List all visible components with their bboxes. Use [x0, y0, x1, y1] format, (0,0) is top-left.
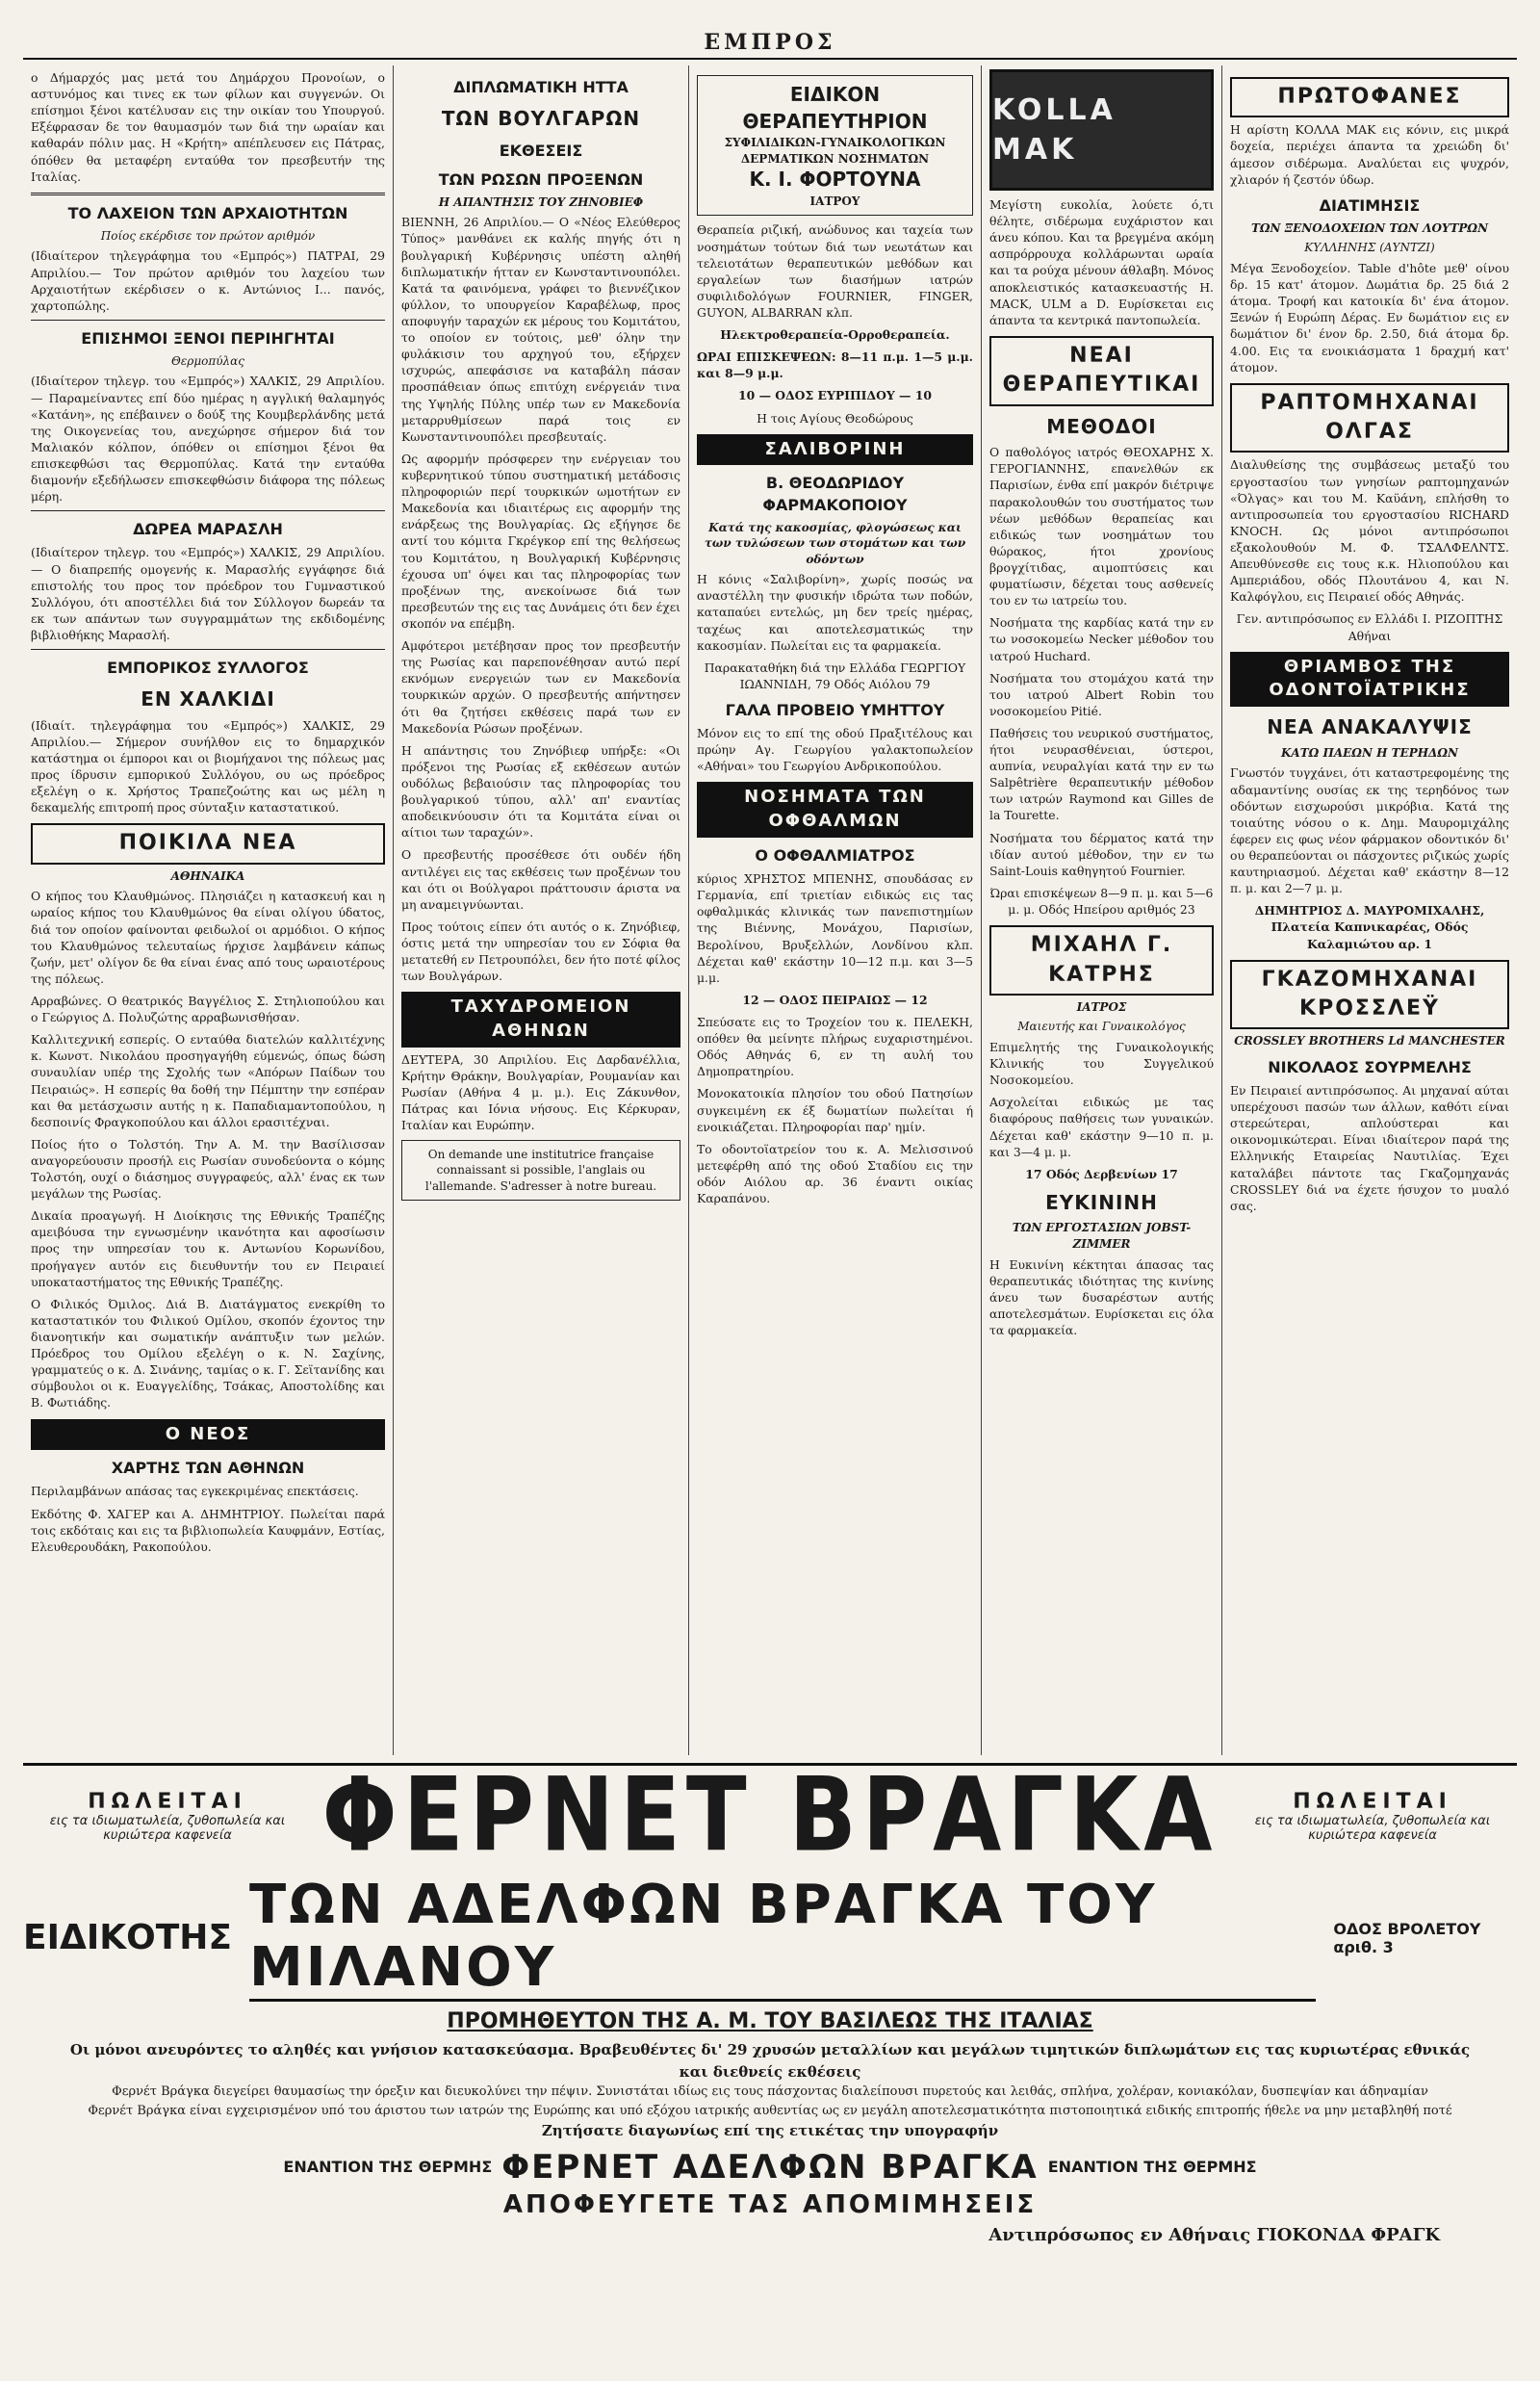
headline: Ο ΟΦΘΑΛΜΙΑΤΡΟΣ: [755, 846, 915, 866]
ad-name: Κ. Ι. ΦΟΡΤΟΥΝΑ: [749, 168, 921, 192]
headline: ΕΚΘΕΣΕΙΣ: [499, 141, 583, 160]
hours: ΩΡΑΙ ΕΠΙΣΚΕΨΕΩΝ: 8—11 π.μ. 1—5 μ.μ. και 8—9 μ.μ.: [697, 349, 973, 381]
sold-at-right: [1228, 1790, 1517, 1843]
section-title: ΝΟΣΗΜΑΤΑ ΤΩΝ ΟΦΘΑΛΜΩΝ: [697, 782, 973, 838]
subheadline: ΤΩΝ ΞΕΝΟΔΟΧΕΙΩΝ ΤΩΝ ΛΟΥΤΡΩΝ: [1250, 220, 1489, 235]
article-text: Παρακαταθήκη διά την Ελλάδα ΓΕΩΡΓΙΟΥ ΙΩΑΝΝΙΔΗ, 79 Οδός Αιόλου 79: [704, 660, 966, 691]
article-text: Μόνον εις το επί της οδού Πραξιτέλους και πρώην Αγ. Γεωργίου γαλακτοπωλείον «Αθήναι» του Γεωργίου Ανδρικοπούλου.: [697, 726, 973, 774]
divider: [31, 649, 385, 650]
address: ΔΗΜΗΤΡΙΟΣ Δ. ΜΑΥΡΟΜΙΧΑΛΗΣ, Πλατεία Καπνικαρέας, Οδός Καλαμιώτου αρ. 1: [1254, 903, 1485, 951]
subheadline: ΙΑΤΡΟΣ: [1076, 999, 1127, 1014]
section-title: ΜΙΧΑΗΛ Γ. ΚΑΤΡΗΣ: [989, 925, 1214, 996]
section-title: ΠΟΙΚΙΛΑ ΝΕΑ: [31, 823, 385, 864]
warning-brand: ΦΕΡΝΕΤ ΑΔΕΛΦΩΝ ΒΡΑΓΚΑ: [501, 2147, 1039, 2187]
sold-at-left: [23, 1790, 312, 1843]
ad-text: On demande une institutrice française connaissant si possible, l'anglais ou l'allemande. S'adresser à notre bureau.: [424, 1147, 657, 1193]
headline: ΝΙΚΟΛΑΟΣ ΣΟΥΡΜΕΛΗΣ: [1268, 1057, 1472, 1076]
section-title: ΘΡΙΑΜΒΟΣ ΤΗΣ ΟΔΟΝΤΟΪΑΤΡΙΚΗΣ: [1230, 652, 1509, 708]
brand-line: [23, 1874, 1517, 2002]
headline: ΤΟ ΛΑΧΕΙΟΝ ΤΩΝ ΑΡΧΑΙΟΤΗΤΩΝ: [67, 203, 348, 222]
brothers-name: ΤΩΝ ΑΔΕΛΦΩΝ ΒΡΑΓΚΑ ΤΟΥ ΜΙΛΑΝΟΥ: [249, 1874, 1316, 2002]
article-text: Νοσήματα του δέρματος κατά την ιδίαν αυτού μέθοδον, την εν τω Saint-Louis καθηγητού Fournier.: [989, 830, 1214, 878]
article-text: Αμφότεροι μετέβησαν προς τον πρεσβευτήν της Ρωσίας και παρεπονέθησαν αυτώ περί εκνόμων ενεργειών των εν Μακεδονία τουρκικών αρχών. Ο πρεσβευτής απήντησεν ότι θα ζητήσει εκθέσεις παρά των εν Μακεδονία Ρώσων προξένων.: [401, 638, 680, 736]
subheadline: ΤΩΝ ΕΡΓΟΣΤΑΣΙΩΝ JOBST-ZIMMER: [1012, 1221, 1192, 1251]
divider: [31, 510, 385, 511]
article-text: Η αρίστη ΚΟΛΛΑ ΜΑΚ εις κόνιν, εις μικρά δοχεία, περιέχει άπαντα τα χρειώδη δι' άμεσον σιδέρωμα. Αναλύεται εις ψυχρόν, χλιαρόν ή ζεστόν ύδωρ.: [1230, 122, 1509, 187]
column-1: [23, 65, 394, 1755]
article-text: Παθήσεις του νευρικού συστήματος, ήτοι νευρασθένειαι, ύστεροι, αυπνία, νευραλγίαι κατά την εν τω Salpêtrière θεραπευτικήν μέθοδον των ιατρών Raymond και Gilles de la Tourette.: [989, 725, 1214, 823]
ad-text: Φερνέτ Βράγκα διεγείρει θαυμασίως την όρεξιν και διευκολύνει την πέψιν. Συνιστάται ιδίως εις τους πάσχοντας διαλείπουσι πυρετούς και λειθάς, σπλήνα, χολέραν, κονιακόλαν, δυσπεψίαν και άδηναμίαν: [112, 2084, 1428, 2099]
article-text: Ως αφορμήν πρόσφερεν την ενέργειαν του κυβερνητικού τύπου συστηματική μετάδοσις πληροφοριών περί τουρκικών ωμοτήτων εν Μακεδονία και ιδιαιτέρως εις αφορμήν της ενάρξεως της Βουλγαρίας. Ως εξήγησε δε αντί του κόμιτα Γκρέγκορ επί της θελήσεως του Κομιτάτου, η Βουλγαρική Κυβέρνησις έχουσα υπ' όψει και τας πληροφορίας των προξένων της, ανεκοίνωσε διά των πρεσβευτών της εις τας Δυνάμεις ότι δεν έχει σκοπόν να επέμβη.: [401, 451, 680, 631]
article-text: Ποίος ήτο ο Τολστόη. Την Α. Μ. την Βασίλισσαν αναγορεύουσιν προσήλ εις Ρωσίαν συνοδεύοντα ο κόμης Τολστόη, ουχί ο διάσημος συγγραφεύς, αλλ' ένας εκ των μεγάλων της Ρωσίας.: [31, 1136, 385, 1202]
sold-heading: ΠΩΛΕΙΤΑΙ: [1293, 1789, 1452, 1814]
classified-ad: [401, 1140, 680, 1202]
kolla-mak-logo: KOLLA MAK: [989, 69, 1214, 191]
article-text: Ασχολείται ειδικώς με τας διαφόρους παθήσεις των γυναικών. Δέχεται καθ' εκάστην 9—10 π. μ. και 3—4 μ. μ.: [989, 1095, 1214, 1159]
article-text: Διαλυθείσης της συμβάσεως μεταξύ του εργοστασίου των γνησίων ραπτομηχανών «Όλγας» και του Μ. Καϋάνη, επλήσθη το αντιπροσωπεία του εργοστασίου RICHARD KNOCH. Ως μόνοι αντιπρόσωποι εξακολουθούν Μ. Φ. ΤΣΑΛΦΕΛΝΤΣ. Απευθύνεσθε εις τους κ.κ. Ηλιοπούλου και Αμπεριάδου, οδός Πλουτάνου 4, και Ν. Καλφόγλου, εις Πειραιεί οδός Αθηνάς.: [1230, 457, 1509, 605]
specialty-label: ΕΙΔΙΚΟΤΗΣ: [23, 1918, 233, 1957]
article-text: Ο Φιλικός Όμιλος. Διά Β. Διατάγματος ενεκρίθη το καταστατικόν του Φιλικού Ομίλου, σκοπόν έχοντος την διανοητικήν και σωματικήν ανάπτυξιν των μελών. Πρόεδρος του Ομίλου εξελέγη ο κ. Ν. Σαχίνης, γραμματεύς ο κ. Δ. Σινάνης, ταμίας ο κ. Γ. Σεϊτανίδης και σύμβουλοι οι κ. Ευαγγελίδης, Τσάκας, Αποστολίδης και Β. Φωτιάδης.: [31, 1296, 385, 1410]
sold-text: εις τα ιδιωματωλεία, ζυθοπωλεία και κυριώτερα καφενεία: [1254, 1813, 1491, 1843]
subheadline: Θερμοπύλας: [171, 353, 244, 368]
article-text: Εν Πειραιεί αντιπρόσωπος. Αι μηχαναί αύται υπερέχουσι πασών των άλλων, καθότι είναι στερεώτεραι, απλούστεραι και οικονομικώτεραι. Είναι ιδιαίτερον παρά της Ελληνικής Εταιρείας Ναυτιλίας. Έχει καταλάβει πάντοτε τας Γκαζομηχανάς CROSSLEY διά να έχετε ήσυχον το μυαλό σας.: [1230, 1083, 1509, 1213]
purveyor-line: ΠΡΟΜΗΘΕΥΤΟΝ ΤΗΣ Α. Μ. ΤΟΥ ΒΑΣΙΛΕΩΣ ΤΗΣ ΙΤΑΛΙΑΣ: [447, 2009, 1093, 2033]
headline: ΧΑΡΤΗΣ ΤΩΝ ΑΘΗΝΩΝ: [111, 1459, 305, 1478]
masthead: ΕΜΠΡΟΣ: [23, 27, 1517, 60]
section-title: ΣΑΛΙΒΟΡΙΝΗ: [697, 434, 973, 466]
ad-text: Ζητήσατε διαγωνίως επί της ετικέτας την υπογραφήν: [541, 2122, 999, 2139]
ad-text: Οι μόνοι ανευρόντες το αληθές και γνήσιον κατασκεύασμα. Βραβευθέντες δι' 29 χρυσών μεταλλίων και μεγάλων τιμητικών διπλωμάτων εις τας κυριωτέρας εθνικάς και διεθνείς εκθέσεις: [69, 2041, 1471, 2081]
article-text: Η απάντησις του Ζηνόβιεφ υπήρξε: «Οι πρόξενοι της Ρωσίας εξ εκθέσεων αυτών ουδόλως βεβαιούσιν τας πληροφορίας του βουλγαρικού τύπου, αλλ' απ' εναντίας αποδεικνύουσιν ότι τα Κομιτάτα είναι οι αίτιοι των ταραχών».: [401, 742, 680, 841]
article-text: ΔΕΥΤΕΡΑ, 30 Απριλίου. Εις Δαρδανέλλια, Κρήτην Θράκην, Βουλγαρίαν, Ρουμανίαν και Ρωσίαν (Αθήνα 4 μ. μ.). Εις Ζάκυνθον, Πάτρας και Ιόνια νήσους. Εις Κέρκυραν, Ιταλίαν και Ευρώπην.: [401, 1051, 680, 1133]
headline: ΔΙΠΛΩΜΑΤΙΚΗ ΗΤΤΑ: [453, 78, 629, 96]
article-text: Γνωστόν τυγχάνει, ότι καταστρεφομένης της αδαμαντίνης ουσίας εκ της τερηδόνος των οδόντων εισχωρούσι μικρόβια. Κατά της τοιαύτης νόσου ο κ. Δημ. Μαυρομιχάλης έφερεν εις φως νέον φάρμακον οδοντικόν δι' ου θεραπεύονται οι πάσχοντες ριζικώς χωρίς καυτηριασμού. Δέχεται καθ' εκάστην 8—12 π. μ. και 2—7 μ. μ.: [1230, 765, 1509, 896]
article-text: Νοσήματα της καρδίας κατά την εν τω νοσοκομείω Necker μέθοδον του ιατρού Huchard.: [989, 615, 1214, 663]
headline: ΔΙΑΤΙΜΗΣΙΣ: [1319, 195, 1421, 215]
article-text: Καλλιτεχνική εσπερίς. Ο ενταύθα διατελών καλλιτέχνης κ. Κωνστ. Νικολάου προσηγαγήθη εύμενώς, όπως δώση συναυλίαν υπέρ της Σχολής των «Απόρων Παίδων του Πειραιώς». Η εσπερίς θα δοθή την Πέμπτην την εσπέραν και θα μετάσχωσιν αυτής η κ. Παπαδιαμαντοπούλου, η δεσποινίς Φραγκοπούλου και άλλοι ερασιτέχναι.: [31, 1032, 385, 1129]
warning-right: ΕΝΑΝΤΙΟΝ ΤΗΣ ΘΕΡΜΗΣ: [1047, 2158, 1257, 2176]
section-title: ΤΑΧΥΔΡΟΜΕΙΟΝ ΑΘΗΝΩΝ: [401, 992, 680, 1048]
address: 12 — ΟΔΟΣ ΠΕΙΡΑΙΩΣ — 12: [742, 992, 928, 1007]
ad-title: ΕΙΔΙΚΟΝ: [789, 83, 881, 106]
subheadline: ΑΘΗΝΑΙΚΑ: [170, 868, 245, 883]
article-text: Μονοκατοικία πλησίον του οδού Πατησίων συγκειμένη εκ έξ δωματίων πωλείται ή ενοικιάζεται. Πληροφορίαι παρ' ημίν.: [697, 1086, 973, 1134]
ad-title: ΘΕΡΑΠΕΥΤΗΡΙΟΝ: [742, 109, 928, 133]
warning-left: ΕΝΑΝΤΙΟΝ ΤΗΣ ΘΕΡΜΗΣ: [283, 2158, 493, 2176]
fernet-title: ΦΕΡΝΕΤ ΒΡΑΓΚΑ: [321, 1755, 1219, 1875]
article-text: Θεραπεία ριζική, ανώδυνος και ταχεία των νοσημάτων τούτων διά των νεωτάτων και τελειοτάτων θεραπευτικών μεθόδων και εργαλείων των διασήμων ιατρών συφιλιδολόγων FOURNIER, FINGER, GUYON, ALBARRAN κλπ.: [697, 222, 973, 320]
subheadline: Κατά της κακοσμίας, φλογώσεως και των τυλώσεων των στομάτων και των οδόντων: [704, 520, 966, 566]
article-text: κύριος ΧΡΗΣΤΟΣ ΜΠΕΝΗΣ, σπουδάσας εν Γερμανία, επί τριετίαν ειδικώς εις τας οφθαλμικάς κλινικάς των πανεπιστημίων της Βιέννης, Μονάχου, Παρισίων, Βερολίνου, Βρυξελλών, Λονδίνου κλπ. Δέχεται καθ' εκάστην 10—12 π.μ. και 3—5 μ.μ.: [697, 871, 973, 985]
headline: ΤΩΝ ΡΩΣΩΝ ΠΡΟΞΕΝΩΝ: [438, 169, 644, 189]
article-text: (Ιδιαίτερον τηλεγρ. του «Εμπρός») ΧΑΛΚΙΣ, 29 Απριλίου.— Ο διαπρεπής ομογενής κ. Μαρασλής εγγάφησε διά επιστολής του προς τον πρόεδρον του Γυμναστικού Συλλόγου, ότι αποστέλλει διά τον Σύλλογον δωρεάν τα εκ των απάντων των συγγραμμάτων της εκδιδομένης βιβλιοθήκης Μαρασλή.: [31, 545, 385, 642]
headline: ΤΩΝ ΒΟΥΛΓΑΡΩΝ: [441, 107, 641, 131]
section-title: ΡΑΠΤΟΜΗΧΑΝΑΙ ΟΛΓΑΣ: [1230, 383, 1509, 453]
headline: ΕΝ ΧΑΛΚΙΔΙ: [141, 687, 275, 712]
column-5: [1222, 65, 1517, 1755]
address: 17 Οδός Δερβενίων 17: [1025, 1166, 1178, 1181]
article-text: Ο κήπος του Κλαυθμώνος. Πλησιάζει η κατασκευή και η ωραίος κήπος του Κλαυθμώνος θα είναι ολίγου ύδατος, διά τον οποίον φαίνονται φειδωλοί οι αρμόδιοι. Ο κήπος του Κλαυθμώνος τελευταίως ήρχισε λαμβάνειν κάπως ζωήν, μετ' ολίγον δε θα είναι ένας από τους ωραιοτέρους της πόλεως.: [31, 889, 385, 986]
column-4: [982, 65, 1222, 1755]
column-2: [394, 65, 689, 1755]
article-text: Ώραι επισκέψεων 8—9 π. μ. και 5—6 μ. μ. Οδός Ηπείρου αριθμός 23: [989, 885, 1214, 918]
headline: ΕΥΚΙΝΙΝΗ: [1045, 1190, 1158, 1214]
article-text: Νοσήματα του στομάχου κατά την του ιατρού Albert Robin του νοσοκομείου Pitié.: [989, 670, 1214, 718]
article-text: Μέγα Ξενοδοχείον. Table d'hôte μεθ' οίνου δρ. 15 κατ' άτομον. Δωμάτια δρ. 25 διά 2 άτομα. Τροφή και κατοικία δι' ένα άτομον. Ξενών ή Ευρώπη Δέρας. Εν δωμάτιον εις εν δωμάτιον δι' ένον δρ. 2.50, διά άτομα δρ. 4.00. Εις τα ενοικιάσματα 1 δραχμή κατ' άτομον.: [1230, 260, 1509, 375]
subheadline: CROSSLEY BROTHERS Ld MANCHESTER: [1234, 1034, 1505, 1048]
ad-subtitle: ΣΥΦΙΛΙΔΙΚΩΝ-ΓΥΝΑΙΚΟΛΟΓΙΚΩΝ ΔΕΡΜΑΤΙΚΩΝ ΝΟΣΗΜΑΤΩΝ: [724, 136, 946, 166]
article-text: (Ιδιαίτερον τηλεγράφημα του «Εμπρός») ΠΑΤΡΑΙ, 29 Απριλίου.— Τον πρώτον αριθμόν του λαχείου των Αρχαιοτήτων εκέρδισεν ο κ. Αντώνιος Ι... πανός, χαρτοπώλης.: [31, 248, 385, 313]
article-text: Η Ευκινίνη κέκτηται άπασας τας θεραπευτικάς ιδιότητας της κινίνης άνευ των δυσαρέστων αυτής αποτελεσμάτων. Ευρίσκεται εις όλα τα φαρμακεία.: [989, 1256, 1214, 1337]
ad-text: Φερνέτ Βράγκα είναι εγχειρισμένον υπό του άριστου των ιατρών της Ευρώπης και υπό εξόχου ιατρικής αυθεντίας ως εν μεγάλη αποτελεσματικότητα πιστοποιητικά ειδικής επιτροπής ήθελε να μην μεταβληθή ποτέ: [88, 2103, 1452, 2118]
subheadline: Ποίος εκέρδισε τον πρώτον αριθμόν: [100, 228, 316, 243]
address: 10 — ΟΔΟΣ ΕΥΡΙΠΙΔΟΥ — 10: [738, 388, 932, 403]
warning-line: [23, 2148, 1517, 2187]
article-text: ΒΙΕΝΝΗ, 26 Απριλίου.— Ο «Νέος Ελεύθερος Τύπος» μανθάνει εκ καλής πηγής ότι η βουλγαρική Κυβέρνησις υπέστη αληθή διπλωματικήν ήτταν εν Κωνσταντινουπόλει. Κατά τα φαινόμενα, γράφει το βιεννέζικον φύλλον, το υπουργείον Καραβέλωφ, προς αποφυγήν ταραχών εκ μέρους του Κομιτάτου, το οποίον εν τούτοις, μεθ' όλην την φυλάκισιν του αρχηγού του, εξήρχεν ισχυρώς, απεφάσισε να καταβάλη πάσαν προσπάθειαν όπως επιτύχη ενέργειάν τινα της Υψηλής Πύλης υπέρ των εν Μακεδονία μεταρρυθμίσεων παρά τοις εν Κωνσταντινουπόλει πρεσβευταίς.: [401, 215, 680, 444]
article-text: Γεν. αντιπρόσωπος εν Ελλάδι Ι. ΡΙΖΟΠΤΗΣ Αθήναι: [1236, 611, 1503, 643]
address: Η τοις Αγίους Θεοδώρους: [757, 410, 913, 426]
article-text: Ο παθολόγος ιατρός ΘΕΟΧΑΡΗΣ Χ. ΓΕΡΟΓΙΑΝΝΗΣ, επανελθών εκ Παρισίων, ένθα επί μακρόν διέτριψε παρακολουθών του συστήματος των νέων μεθόδων θεραπείας και ειδικώς των νοσημάτων του θώρακος, ήτοι χρονίους βρογχίτιδας, αιμοπτύσεις και φυματίωσιν, δέχεται τους ασθενείς του εν τω ιατρείω του.: [989, 445, 1214, 608]
section-title: ΝΕΑΙ ΘΕΡΑΠΕΥΤΙΚΑΙ: [989, 336, 1214, 406]
headline: Β. ΘΕΟΔΩΡΙΔΟΥ ΦΑΡΜΑΚΟΠΟΙΟΥ: [762, 474, 908, 514]
section-title: ΠΡΩΤΟΦΑΝΕΣ: [1230, 77, 1509, 117]
street-address: ΟΔΟΣ ΒΡΟΛΕΤΟΥ αριθ. 3: [1333, 1919, 1481, 1956]
column-3: [689, 65, 982, 1755]
article-text: (Ιδιαίτ. τηλεγράφημα του «Εμπρός») ΧΑΛΚΙΣ, 29 Απριλίου.— Σήμερον συνήλθον εις το δημαρχικόν κατάστημα οι έμποροι και οι βιομήχανοι της πόλεως μας προς ίδρυσιν εμπορικού Συλλόγου, ου ως πρόεδρος εξελέγη ο κ. Χρήστος Τραπεζοώτης και ως μέλη η δεκαμελής επιτροπή προς σύνταξιν καταστατικού.: [31, 717, 385, 815]
top-columns: [23, 65, 1517, 1755]
article-text: Αρραβώνες. Ο θεατρικός Βαγγέλιος Σ. Στηλιοπούλου και ο Γεώργιος Δ. Πολυζώτης αρραβωνισθήσαν.: [31, 993, 385, 1025]
article-text: Η κόνις «Σαλιβορίνη», χωρίς ποσώς να αναστέλλη την φυσικήν ιδρώτα των ποδών, καταπαύει εντελώς, μη δεν τρείς ημέρας, ταχέως και αποτελεσματικώς την κακοσμίαν. Πωλείται εις τα φαρμακεία.: [697, 572, 973, 653]
sold-heading: ΠΩΛΕΙΤΑΙ: [88, 1789, 247, 1814]
article-text: (Ιδιαίτερον τηλεγρ. του «Εμπρός») ΧΑΛΚΙΣ, 29 Απριλίου.— Παραμείναντες επί δύο ημέρας η αγγλική θαλαμηγός «Κατάνη», ης επέβαινεν ο δούξ της Κουμβερλάνδης μετά της Οικογενείας του, ανεχώρησε σήμερον διά τον Μαλιακόν κόλπον, όπόθεν οι επίσημοι ξένοι θα επισκεφθώσι τας Θερμοπύλας. Κατά την ενταύθα διαμονήν εξεδήλωσεν επισκεφθώσιν διάφορα της πόλεως μέρη.: [31, 374, 385, 505]
article-text: Εκδότης Φ. ΧΑΓΕΡ και Α. ΔΗΜΗΤΡΙΟΥ. Πωλείται παρά τοις εκδόταις και εις τα βιβλιοπωλεία Καυφμάνν, Εστίας, Ελευθερουδάκη, Ρακοπούλου.: [31, 1506, 385, 1554]
headline: ΝΕΑ ΑΝΑΚΑΛΥΨΙΣ: [1267, 715, 1473, 739]
clinic-ad: [697, 75, 973, 216]
article-text: Περιλαμβάνων απάσας τας εγκεκριμένας επεκτάσεις.: [31, 1484, 359, 1499]
article-text: Δικαία προαγωγή. Η Διοίκησις της Εθνικής Τραπέζης αμειβόυσα την εγνωσμένην ικανότητα και αφοσίωσιν προς την υπηρεσίαν του κ. Αντωνίου Κορωνίδου, προήγαγεν αυτόν εις διευθυντήν του εν Πειραιεί υποκαταστήματος της Εθνικής Τραπέζης.: [31, 1208, 385, 1289]
divider: [31, 193, 385, 195]
agent-line: Αντιπρόσωπος εν Αθήναις ΓΙΟΚΟΝΔΑ ΦΡΑΓΚ: [988, 2224, 1440, 2245]
subheadline: ΚΑΤΩ ΠΑΕΩΝ Η ΤΕΡΗΔΩΝ: [1280, 745, 1459, 760]
headline: ΕΠΙΣΗΜΟΙ ΞΕΝΟΙ ΠΕΡΙΗΓΗΤΑΙ: [81, 328, 335, 348]
subheadline: Η ΑΠΑΝΤΗΣΙΣ ΤΟΥ ΖΗΝΟΒΙΕΦ: [438, 194, 644, 209]
article-text: Προς τούτοις είπεν ότι αυτός ο κ. Ζηνόβιεφ, όστις μετά την υπηρεσίαν του εν Σόφια θα μετατεθή εν Πετρουπόλει, δεν ήτο ποτέ φίλος των Βουλγάρων.: [401, 919, 680, 984]
sold-text: εις τα ιδιωματωλεία, ζυθοπωλεία και κυριώτερα καφενεία: [49, 1813, 286, 1843]
ad-subtitle: ΙΑΤΡΟΥ: [809, 194, 860, 208]
ad-top-row: [23, 1755, 1517, 1875]
article-text: Επιμελητής της Γυναικολογικής Κλινικής του Συγγελικού Νοσοκομείου.: [989, 1039, 1214, 1088]
article-text: Ηλεκτροθεραπεία-Ορροθεραπεία.: [720, 327, 950, 343]
article-text: ο Δήμαρχός μας μετά του Δημάρχου Προνοίων, ο αστυνόμος και τινες εκ των φίλων και συγγενών. Οι επίσημοι ξένοι κατέλυσαν εις την οικίαν του Υπουργού. Εξέφρασαν δε τον θαυμασμόν των διά την ωραίαν και καθαράν πόλιν μας. Η «Κρήτη» απέπλευσεν εις Πάτρας, όπόθεν θα μεταφέρη ενταύθα τον πρεσβευτήν της Ιταλίας.: [31, 70, 385, 184]
article-text: Ο πρεσβευτής προσέθεσε ότι ουδέν ήδη αντιλέγει εις τας εκθέσεις των προξένων του και ότι οι Βούλγαροι πράττουσιν άριστα να μη αναμειγνύωνται.: [401, 847, 680, 912]
headline: ΜΕΘΟΔΟΙ: [1046, 414, 1157, 438]
article-text: Σπεύσατε εις το Τροχείον του κ. ΠΕΛΕΚΗ, οπόθεν θα μείνητε πλήρως ευχαριστημένοι. Οδός Αθηνάς 6, εν τη αυλή του Δημοπρατηρίου.: [697, 1015, 973, 1079]
article-text: Το οδοντοϊατρείον του κ. Α. Μελισσινού μετεφέρθη από της οδού Σταδίου εις την οδόν Αιόλου αρ. 36 έναντι οικίας Καραπάνου.: [697, 1141, 973, 1206]
article-text: Μεγίστη ευκολία, λούετε ό,τι θέλητε, σιδέρωμα ευχάριστον και άνευ κόπου. Και τα βρεγμένα ακόμη ασπρόρρουχα κολλάρωνται ωραία και τα ρούχα μένουν άθλαβη. Μόνος αποκλειστικός κατασκευαστής H. MACK, ULM a D. Ευρίσκεται εις άπαντα τα κεντρικά παντοπωλεία.: [989, 197, 1214, 327]
subheadline: ΚΥΛΛΗΝΗΣ (ΑΥΝΤΖΙ): [1304, 241, 1435, 255]
section-title: Ο ΝΕΟΣ: [31, 1419, 385, 1451]
avoid-imitations: ΑΠΟΦΕΥΓΕΤΕ ΤΑΣ ΑΠΟΜΙΜΗΣΕΙΣ: [502, 2189, 1038, 2219]
divider: [31, 320, 385, 321]
headline: ΓΑΛΑ ΠΡΟΒΕΙΟ ΥΜΗΤΤΟΥ: [725, 701, 945, 720]
subheadline: Μαιευτής και Γυναικολόγος: [1017, 1020, 1186, 1034]
section-title: ΓΚΑΖΟΜΗΧΑΝΑΙ ΚΡΟΣΣΛΕΫ: [1230, 960, 1509, 1030]
headline: ΕΜΠΟΡΙΚΟΣ ΣΥΛΛΟΓΟΣ: [107, 659, 309, 678]
fernet-branca-ad: [23, 1755, 1517, 2302]
headline: ΔΩΡΕΑ ΜΑΡΑΣΛΗ: [133, 520, 283, 539]
